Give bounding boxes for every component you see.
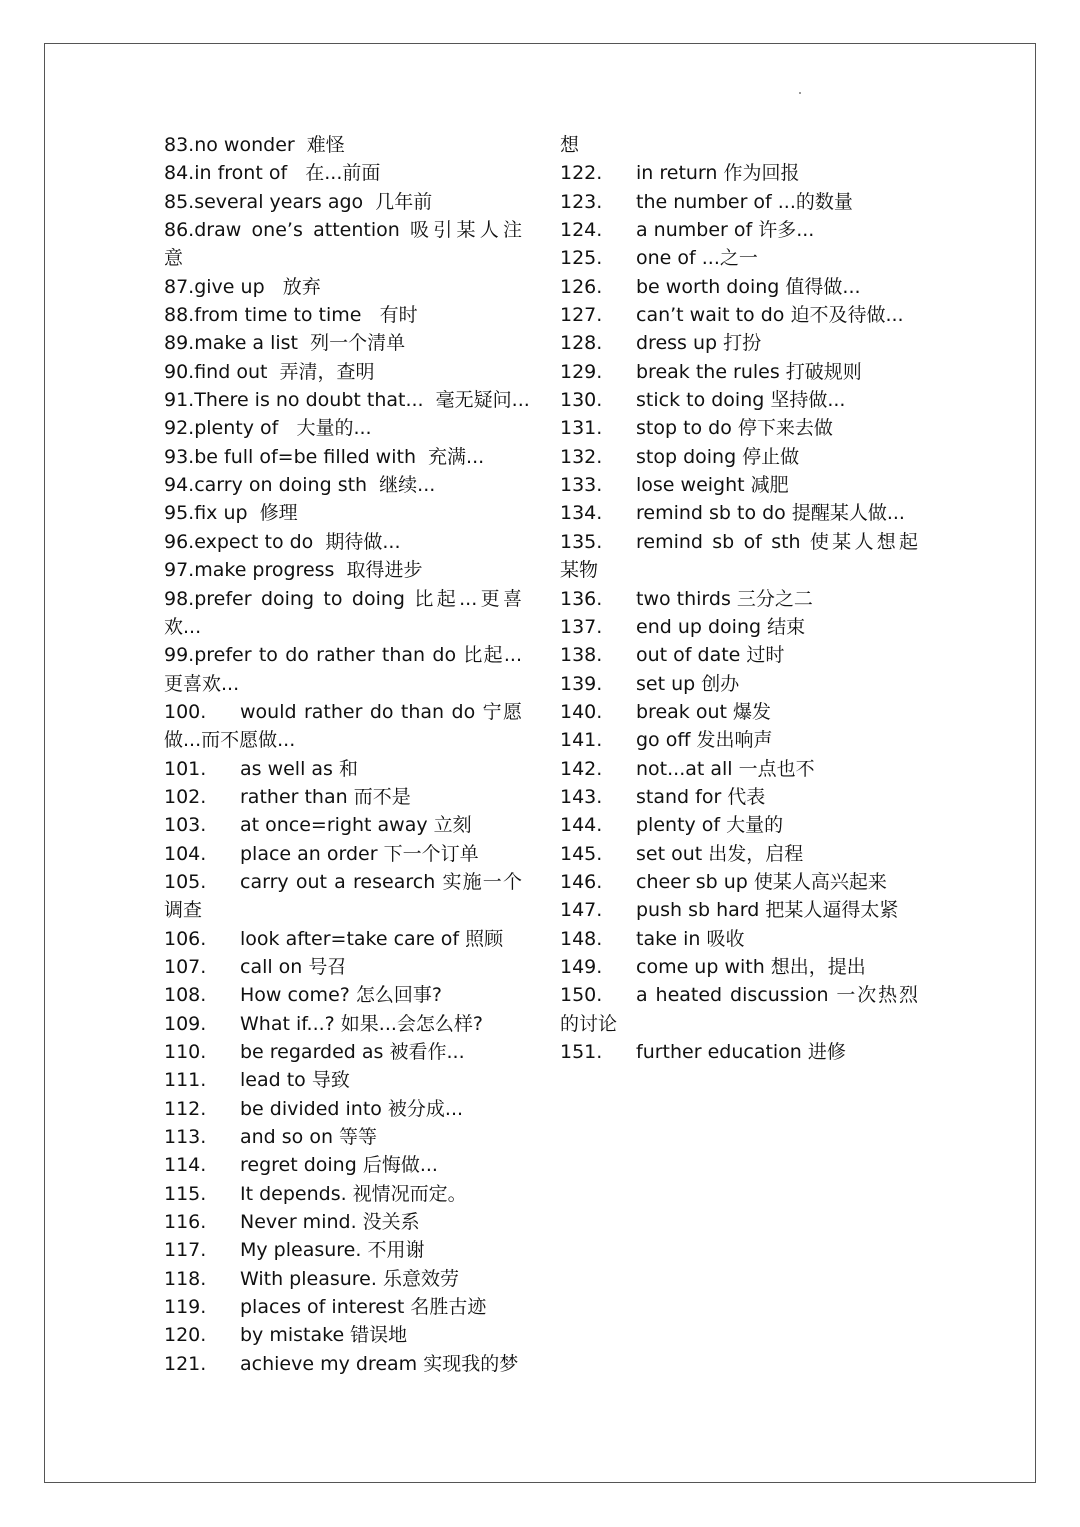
phrase-entry [560,925,918,953]
phrase-line: 86.draw one’s attention 吸引某人注 [164,219,522,242]
entry-number: 145. [560,842,603,865]
entry-number: 140. [560,700,603,723]
phrase-entry [164,1066,522,1094]
phrase-entry [560,216,918,244]
phrase-line: 83.no wonder 难怪 [164,134,345,156]
entry-text: dress up 打扮 [636,332,762,355]
phrase-entry [164,981,522,1009]
phrase-line: 99.prefer to do rather than do 比起... [164,644,522,667]
entry-number: 122. [560,162,603,185]
entry-text: two thirds 三分之二 [636,587,813,610]
entry-text: rather than 而不是 [240,785,411,808]
entry-text: remind sb of sth 使某人想起 [636,530,918,553]
phrase-line: 想 [560,134,580,156]
phrase-entry [560,1038,918,1066]
phrase-entry [164,811,522,839]
phrase-entry [164,1265,522,1293]
entry-text: cheer sb up 使某人高兴起来 [636,870,887,893]
entry-text: break the rules 打破规则 [636,360,862,383]
phrase-entry [560,755,918,783]
phrase-line: 95.fix up 修理 [164,502,298,525]
phrase-entry [560,670,918,698]
entry-text: stop doing 停止做 [636,445,800,468]
entry-number: 112. [164,1097,207,1120]
entry-number: 147. [560,899,603,922]
phrase-entry [560,783,918,811]
entry-text: be regarded as 被看作... [240,1041,465,1063]
entry-text: the number of ...的数量 [636,190,853,213]
entry-number: 115. [164,1182,207,1205]
entry-number: 137. [560,615,603,638]
entry-number: 132. [560,445,603,468]
phrase-entry [560,613,918,641]
entry-number: 100. [164,700,207,723]
entry-text: by mistake 错误地 [240,1324,408,1347]
phrase-entry [164,1010,522,1038]
entry-text: one of ...之一 [636,247,758,270]
entry-number: 108. [164,984,207,1007]
entry-text: It depends. 视情况而定。 [240,1182,467,1205]
entry-text: break out 爆发 [636,700,771,723]
entry-number: 109. [164,1012,207,1035]
phrase-entry [164,698,522,726]
phrase-line: 某物 [560,559,599,582]
entry-text: plenty of 大量的 [636,814,784,837]
phrase-entry [560,188,918,216]
phrase-entry [560,386,918,414]
phrase-line: 调查 [164,899,203,922]
phrase-entry [164,1321,522,1349]
phrase-line: 92.plenty of 大量的... [164,417,372,440]
entry-number: 105. [164,870,207,893]
phrase-line: 98.prefer doing to doing 比起...更喜 [164,587,522,610]
phrase-entry [560,981,918,1009]
phrase-line: 87.give up 放弃 [164,275,321,298]
entry-number: 149. [560,955,603,978]
entry-text: come up with 想出，提出 [636,955,866,978]
entry-number: 142. [560,757,603,780]
entry-text: lead to 导致 [240,1069,350,1092]
phrase-entry [164,1151,522,1179]
page-dot-mark [799,92,801,94]
entry-number: 129. [560,360,603,383]
phrase-entry [560,414,918,442]
entry-text: place an order 下一个订单 [240,842,479,865]
phrase-entry [560,698,918,726]
phrase-entry [560,499,918,527]
phrase-entry [164,868,522,896]
entry-number: 127. [560,304,603,327]
phrase-entry [164,1350,522,1378]
entry-number: 114. [164,1154,207,1177]
entry-text: out of date 过时 [636,644,785,667]
entry-text: lose weight 减肥 [636,474,789,497]
phrase-entry [560,726,918,754]
entry-number: 138. [560,644,603,667]
entry-number: 133. [560,474,603,497]
right-column [560,131,918,1066]
phrase-line: 93.be full of=be filled with 充满... [164,445,485,468]
phrase-entry [560,896,918,924]
entry-text: carry out a research 实施一个 [240,870,522,893]
entry-number: 126. [560,275,603,298]
phrase-line: 做...而不愿做... [164,729,296,752]
phrase-line: 88.from time to time 有时 [164,304,418,327]
entry-number: 106. [164,927,207,950]
entry-number: 146. [560,870,603,893]
entry-text: would rather do than do 宁愿 [240,700,522,723]
phrase-entry [560,273,918,301]
entry-number: 107. [164,955,207,978]
phrase-line: 欢... [164,615,202,638]
entry-text: call on 号召 [240,955,347,978]
entry-text: places of interest 名胜古迹 [240,1296,487,1319]
entry-text: regret doing 后悔做... [240,1154,438,1177]
phrase-line: 84.in front of 在...前面 [164,162,381,185]
entry-number: 120. [164,1324,207,1347]
entry-text: How come? 怎么回事? [240,984,442,1007]
entry-number: 151. [560,1041,603,1063]
entry-text: stick to doing 坚持做... [636,389,846,412]
entry-number: 113. [164,1126,207,1149]
phrase-entry [164,1038,522,1066]
entry-number: 103. [164,814,207,837]
entry-number: 128. [560,332,603,355]
phrase-entry [164,1208,522,1236]
phrase-entry [560,443,918,471]
entry-number: 118. [164,1267,207,1290]
entry-number: 131. [560,417,603,440]
phrase-entry [560,840,918,868]
entry-number: 104. [164,842,207,865]
entry-text: a heated discussion 一次热烈 [636,984,918,1007]
entry-text: push sb hard 把某人逼得太紧 [636,899,899,922]
entry-text: end up doing 结束 [636,615,806,638]
entry-number: 110. [164,1041,207,1063]
phrase-entry [164,1236,522,1264]
phrase-line: 85.several years ago 几年前 [164,190,433,213]
entry-text: With pleasure. 乐意效劳 [240,1267,459,1290]
entry-number: 130. [560,389,603,412]
entry-number: 148. [560,927,603,950]
entry-number: 117. [164,1239,207,1262]
entry-text: not...at all 一点也不 [636,757,815,780]
entry-number: 143. [560,785,603,808]
phrase-line: 94.carry on doing sth 继续... [164,474,436,497]
entry-text: in return 作为回报 [636,162,800,185]
entry-text: and so on 等等 [240,1126,378,1149]
phrase-entry [164,783,522,811]
entry-text: stop to do 停下来去做 [636,417,833,440]
phrase-line: 91.There is no doubt that... 毫无疑问... [164,389,530,412]
phrase-entry [560,868,918,896]
entry-number: 136. [560,587,603,610]
phrase-line: 97.make progress 取得进步 [164,559,423,582]
phrase-entry [560,811,918,839]
phrase-line: 更喜欢... [164,672,240,695]
phrase-line: 89.make a list 列一个清单 [164,332,406,355]
entry-text: be worth doing 值得做... [636,275,861,298]
entry-text: be divided into 被分成... [240,1097,464,1120]
entry-number: 150. [560,984,603,1007]
phrase-entry [560,301,918,329]
entry-text: stand for 代表 [636,785,766,808]
entry-text: a number of 许多... [636,219,815,242]
phrase-entry [164,1180,522,1208]
entry-number: 116. [164,1211,207,1234]
entry-text: further education 进修 [636,1041,846,1063]
phrase-entry [164,953,522,981]
phrase-entry [560,329,918,357]
phrase-line: 意 [164,247,184,270]
entry-number: 111. [164,1069,207,1092]
entry-number: 139. [560,672,603,695]
phrase-entry [164,755,522,783]
phrase-entry [560,358,918,386]
entry-number: 144. [560,814,603,837]
entry-text: Never mind. 没关系 [240,1211,420,1234]
phrase-entry [164,1123,522,1151]
entry-text: What if...? 如果...会怎么样? [240,1012,483,1035]
entry-text: set up 创办 [636,672,740,695]
entry-number: 134. [560,502,603,525]
entry-text: look after=take care of 照顾 [240,927,504,950]
entry-number: 141. [560,729,603,752]
left-column [164,131,530,1378]
entry-text: My pleasure. 不用谢 [240,1239,425,1262]
phrase-line: 96.expect to do 期待做... [164,530,401,553]
entry-text: take in 吸收 [636,927,745,950]
phrase-entry [560,641,918,669]
phrase-entry [560,471,918,499]
entry-number: 123. [560,190,603,213]
phrase-entry [164,1293,522,1321]
phrase-entry [560,159,918,187]
entry-text: as well as 和 [240,757,358,780]
entry-text: go off 发出响声 [636,729,773,752]
entry-text: can’t wait to do 迫不及待做... [636,304,904,327]
entry-text: set out 出发，启程 [636,842,804,865]
entry-number: 121. [164,1352,207,1375]
entry-number: 135. [560,530,603,553]
entry-number: 125. [560,247,603,270]
entry-number: 101. [164,757,207,780]
phrase-entry [560,244,918,272]
entry-number: 102. [164,785,207,808]
phrase-entry [560,953,918,981]
entry-text: achieve my dream 实现我的梦 [240,1352,519,1375]
phrase-entry [164,925,522,953]
phrase-entry [560,585,918,613]
phrase-entry [560,528,918,556]
phrase-line: 的讨论 [560,1012,618,1035]
phrase-entry [164,1095,522,1123]
phrase-line: 90.find out 弄清，查明 [164,360,375,383]
phrase-entry [164,840,522,868]
entry-text: at once=right away 立刻 [240,814,472,837]
entry-number: 119. [164,1296,207,1319]
entry-text: remind sb to do 提醒某人做... [636,502,905,525]
entry-number: 124. [560,219,603,242]
